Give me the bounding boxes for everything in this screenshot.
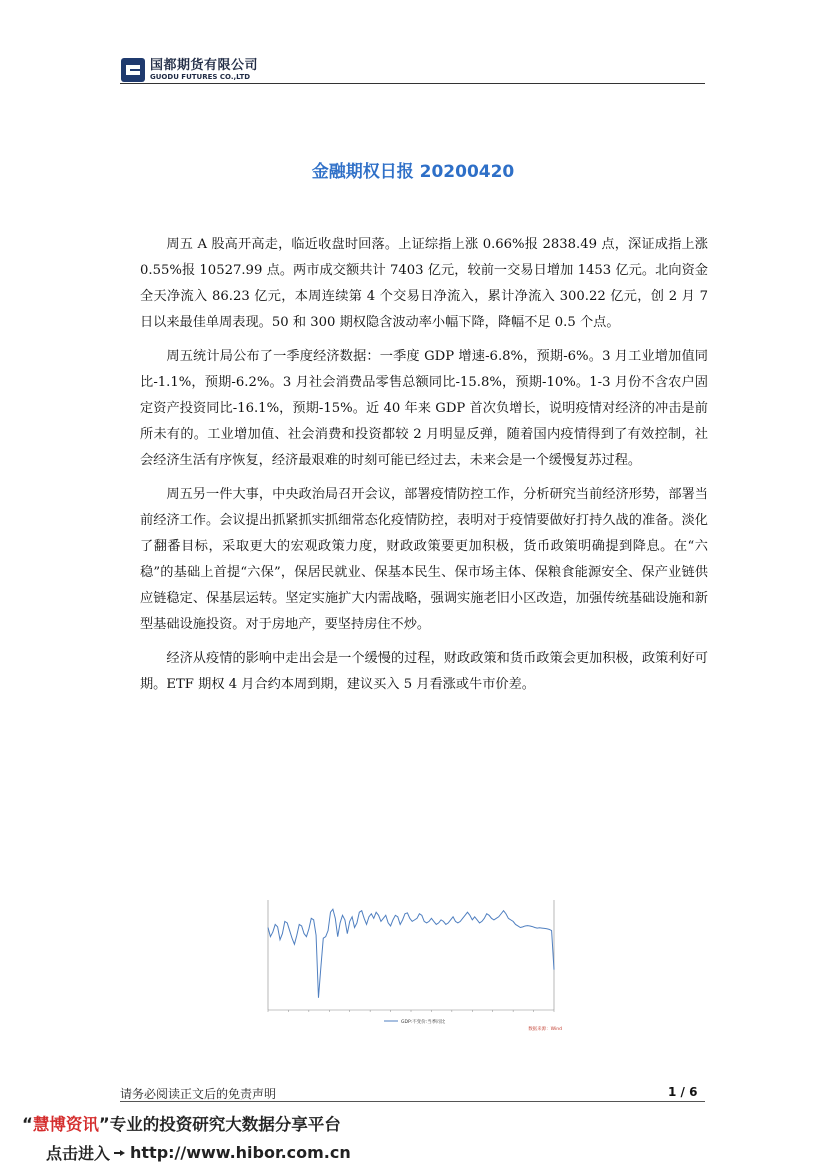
banner-slogan-text: 专业的投资研究大数据分享平台 — [109, 1115, 341, 1134]
series-line-0 — [268, 909, 554, 998]
legend-label: GDP:不变价:当季同比 — [401, 1020, 446, 1025]
pointing-hand-icon — [112, 1145, 128, 1161]
banner-enter-label: 点击进入 — [46, 1144, 111, 1163]
banner-slogan — [22, 1111, 341, 1135]
banner-close-quote: ” — [98, 1115, 110, 1134]
banner-open-quote: “ — [22, 1115, 33, 1134]
header-divider — [120, 83, 705, 84]
report-body — [140, 232, 708, 706]
gdp-chart-svg — [262, 894, 566, 1032]
company-logo-icon — [120, 57, 146, 83]
report-title: 金融期权日报 20200420 — [311, 162, 515, 182]
paragraph-politburo: 周五另一件大事，中央政治局召开会议，部署疫情防控工作，分析研究当前经济形势，部署当前经济工作。会议提出抓紧抓实抓细常态化疫情防控，表明对于疫情要做好打持久战的准备。淡化了翻番目标，采取更大的宏观政策力度，财政政策要更加积极，货币政策明确提到降息。在“六稳”的基础上首提“六保”，保居民就业、保基本民生、保市场主体、保粮食能源安全、保产业链供应链稳定、保基层运转。坚定实施扩大内需战略，强调实施老旧小区改造，加强传统基础设施和新型基础设施投资。对于房地产，要坚持房住不炒。 — [140, 487, 708, 632]
company-logo — [120, 56, 258, 84]
banner-brand: 慧博资讯 — [32, 1115, 99, 1134]
disclaimer-note: 请务必阅读正文后的免责声明 — [120, 1087, 277, 1101]
paragraph-economy: 周五统计局公布了一季度经济数据：一季度 GDP 增速-6.8%，预期-6%。3 月工业增加值同比-1.1%，预期-6.2%。3 月社会消费品零售总额同比-15.8%，预期-10%。1-3 月份不含农户固定资产投资同比-16.1%，预期-15%。近 40 年来 GDP 首次负增长，说明疫情对经济的冲击是前所未有的。工业增加值、社会消费和投资都较 2 月明显反弹，随着国内疫情得到了有效控制，社会经济生活有序恢复，经济最艰难的时刻可能已经过去，未来会是一个缓慢复苏过程。 — [140, 349, 708, 468]
paragraph-market: 周五 A 股高开高走，临近收盘时回落。上证综指上涨 0.66%报 2838.49 点，深证成指上涨 0.55%报 10527.99 点。两市成交额共计 7403 亿元，较前一交易日增加 1453 亿元。北向资金全天净流入 86.23 亿元，本周连续第 4 个交易日净流入，累计净流入 300.22 亿元，创 2 月 7 日以来最佳单周表现。50 和 300 期权隐含波动率小幅下降，降幅不足 0.5 个点。 — [140, 237, 708, 330]
company-name-en: GUODU FUTURES CO.,LTD — [150, 73, 251, 81]
gdp-chart — [262, 894, 566, 1032]
paragraph-strategy: 经济从疫情的影响中走出会是一个缓慢的过程，财政政策和货币政策会更加积极，政策利好可期。ETF 期权 4 月合约本周到期，建议买入 5 月看涨或牛市价差。 — [140, 651, 708, 692]
company-name-cn: 国都期货有限公司 — [150, 58, 259, 73]
chart-source: 数据来源：Wind — [528, 1027, 562, 1032]
banner-url-link[interactable]: http://www.hibor.com.cn — [130, 1143, 351, 1162]
page-number: 1 / 6 — [668, 1085, 698, 1099]
banner-link-row[interactable] — [46, 1141, 351, 1164]
footer-divider — [120, 1101, 705, 1102]
